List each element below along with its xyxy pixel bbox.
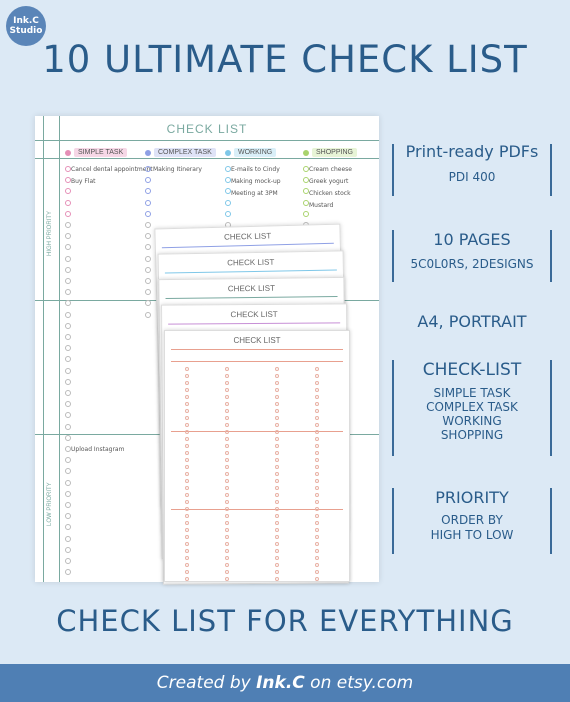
checkbox-circle	[185, 451, 189, 455]
checkbox-circle	[185, 549, 189, 553]
checkbox-circle	[225, 486, 229, 490]
checkbox-circle	[225, 388, 229, 392]
main-title: 10 ULTIMATE CHECK LIST	[42, 38, 528, 81]
info-a4: A4, PORTRAIT	[417, 312, 527, 331]
checkbox-circle	[145, 267, 151, 273]
checkbox-circle	[315, 542, 319, 546]
checkbox-circle	[145, 256, 151, 262]
checkbox-circle	[65, 356, 71, 362]
checkbox-circle	[275, 444, 279, 448]
checkbox-circle	[185, 514, 189, 518]
checkbox-circle	[275, 395, 279, 399]
checkbox-circle	[65, 569, 71, 575]
checkbox-circle	[185, 542, 189, 546]
checkbox-circle	[185, 500, 189, 504]
checkbox-circle	[275, 528, 279, 532]
checkbox-circle	[275, 486, 279, 490]
checkbox-circle	[315, 479, 319, 483]
checkbox-circle	[65, 457, 71, 463]
checkbox-circle	[185, 556, 189, 560]
checkbox-circle	[315, 556, 319, 560]
checkbox-circle	[275, 472, 279, 476]
checkbox-circle	[275, 542, 279, 546]
category-working: WORKING	[225, 148, 276, 157]
circle-icon	[303, 150, 309, 156]
checkbox-circle	[225, 514, 229, 518]
category-simple-task: SIMPLE TASK	[65, 148, 127, 157]
checkbox-circle	[225, 563, 229, 567]
info-pages: 10 PAGES 5C0L0RS, 2DESIGNS	[392, 230, 552, 282]
checkbox-circle	[65, 244, 71, 250]
checkbox-circle	[315, 507, 319, 511]
checkbox-circle	[315, 549, 319, 553]
checkbox-circle	[65, 536, 71, 542]
checkbox-circle	[225, 395, 229, 399]
info-checklist: CHECK-LIST SIMPLE TASK COMPLEX TASK WORKING SHOPPING	[392, 360, 552, 456]
checkbox-circle	[185, 423, 189, 427]
checkbox-circle	[225, 402, 229, 406]
checkbox-circle	[225, 381, 229, 385]
checkbox-circle	[185, 374, 189, 378]
checkbox-circle	[225, 528, 229, 532]
checkbox-circle	[185, 528, 189, 532]
checkbox-circle	[225, 409, 229, 413]
checkbox-circle	[185, 486, 189, 490]
checkbox-circle	[275, 535, 279, 539]
checkbox-circle	[315, 493, 319, 497]
checkbox-circle	[315, 514, 319, 518]
checkbox-circle	[145, 177, 151, 183]
checkbox-circle	[145, 278, 151, 284]
checkbox-circle	[65, 390, 71, 396]
sheet-preview-front	[164, 330, 350, 582]
circle-icon	[225, 150, 231, 156]
checkbox-circle	[315, 528, 319, 532]
checkbox-circle	[315, 402, 319, 406]
checkbox-circle	[65, 446, 71, 452]
checkbox-circle	[275, 458, 279, 462]
sheet-rule	[171, 361, 343, 362]
checkbox-circle	[225, 437, 229, 441]
checkbox-circle	[315, 570, 319, 574]
checkbox-circle	[65, 401, 71, 407]
checkbox-circle	[315, 458, 319, 462]
sheet-title: CHECK LIST	[227, 283, 276, 294]
task-note: Making mock-up	[231, 178, 281, 185]
checkbox-circle	[65, 300, 71, 306]
checkbox-circle	[315, 381, 319, 385]
checkbox-circle	[225, 542, 229, 546]
checkbox-circle	[315, 409, 319, 413]
checkbox-circle	[65, 289, 71, 295]
checkbox-circle	[145, 222, 151, 228]
checkbox-circle	[65, 312, 71, 318]
checkbox-circle	[65, 480, 71, 486]
checkbox-circle	[315, 444, 319, 448]
checkbox-circle	[275, 570, 279, 574]
checkbox-circle	[225, 549, 229, 553]
sheet-title: CHECK LIST	[233, 336, 281, 345]
circle-icon	[145, 150, 151, 156]
planner-title: CHECK LIST	[166, 122, 248, 136]
category-shopping: SHOPPING	[303, 148, 357, 157]
checkbox-circle	[303, 200, 309, 206]
checkbox-circle	[185, 472, 189, 476]
checkbox-circle	[145, 312, 151, 318]
checkbox-circle	[65, 502, 71, 508]
footer-banner	[0, 664, 570, 702]
sheet-rule	[171, 349, 343, 350]
checkbox-circle	[225, 500, 229, 504]
checkbox-circle	[225, 556, 229, 560]
checkbox-circle	[225, 472, 229, 476]
checkbox-circle	[225, 166, 231, 172]
checkbox-circle	[225, 493, 229, 497]
checkbox-circle	[185, 570, 189, 574]
checkbox-circle	[275, 556, 279, 560]
checkbox-circle	[275, 549, 279, 553]
checkbox-circle	[65, 200, 71, 206]
checkbox-circle	[275, 563, 279, 567]
checkbox-circle	[65, 278, 71, 284]
checkbox-circle	[185, 388, 189, 392]
task-note: Meeting at 3PM	[231, 190, 278, 197]
checkbox-circle	[225, 211, 231, 217]
checkbox-circle	[65, 345, 71, 351]
checkbox-circle	[65, 368, 71, 374]
checkbox-circle	[303, 166, 309, 172]
checkbox-circle	[185, 465, 189, 469]
task-note: Greek yogurt	[309, 178, 349, 185]
checkbox-circle	[145, 200, 151, 206]
info-priority: PRIORITY ORDER BY HIGH TO LOW	[392, 488, 552, 554]
checkbox-circle	[275, 402, 279, 406]
checkbox-circle	[225, 451, 229, 455]
checkbox-circle	[65, 558, 71, 564]
checkbox-circle	[185, 521, 189, 525]
checkbox-circle	[303, 211, 309, 217]
checkbox-circle	[315, 465, 319, 469]
checkbox-circle	[225, 577, 229, 581]
checkbox-circle	[65, 524, 71, 530]
checkbox-circle	[225, 444, 229, 448]
checkbox-circle	[275, 500, 279, 504]
checkbox-circle	[65, 435, 71, 441]
checkbox-circle	[185, 493, 189, 497]
footer-pre: Created by	[156, 673, 257, 693]
checkbox-circle	[65, 188, 71, 194]
task-note: Cancel dental appointment	[71, 166, 153, 173]
checkbox-circle	[225, 200, 231, 206]
checkbox-circle	[225, 367, 229, 371]
checkbox-circle	[275, 423, 279, 427]
checkbox-circle	[315, 430, 319, 434]
checkbox-circle	[225, 507, 229, 511]
checkbox-circle	[185, 479, 189, 483]
info-print: Print-ready PDFs PDI 400	[392, 144, 552, 196]
task-note: Mustard	[309, 202, 334, 209]
checkbox-circle	[65, 323, 71, 329]
checkbox-circle	[185, 430, 189, 434]
checkbox-circle	[275, 479, 279, 483]
checkbox-circle	[65, 211, 71, 217]
checkbox-circle	[225, 479, 229, 483]
checkbox-circle	[65, 468, 71, 474]
checkbox-circle	[315, 535, 319, 539]
checkbox-circle	[185, 381, 189, 385]
checkbox-circle	[145, 233, 151, 239]
checkbox-circle	[275, 437, 279, 441]
checkbox-circle	[315, 388, 319, 392]
category-complex-task: COMPLEX TASK	[145, 148, 216, 157]
checkbox-circle	[65, 334, 71, 340]
checkbox-circle	[225, 430, 229, 434]
checkbox-circle	[145, 211, 151, 217]
sheet-rule	[168, 322, 340, 324]
checkbox-circle	[275, 381, 279, 385]
sheet-rule	[162, 243, 334, 249]
checkbox-circle	[315, 416, 319, 420]
checkbox-circle	[275, 514, 279, 518]
checkbox-circle	[185, 507, 189, 511]
checkbox-circle	[315, 437, 319, 441]
checkbox-circle	[315, 500, 319, 504]
checkbox-circle	[315, 395, 319, 399]
row-label-high: HIGH PRIORITY	[47, 210, 53, 256]
checkbox-circle	[315, 374, 319, 378]
checkbox-circle	[65, 222, 71, 228]
checkbox-circle	[315, 563, 319, 567]
checkbox-circle	[65, 256, 71, 262]
checkbox-circle	[275, 430, 279, 434]
checkbox-circle	[185, 563, 189, 567]
checkbox-circle	[185, 395, 189, 399]
task-note: Making Itinerary	[153, 166, 202, 173]
checkbox-circle	[65, 267, 71, 273]
checkbox-circle	[65, 491, 71, 497]
checkbox-circle	[145, 300, 151, 306]
checkbox-circle	[225, 570, 229, 574]
checkbox-circle	[225, 423, 229, 427]
checkbox-circle	[185, 409, 189, 413]
checkbox-circle	[65, 233, 71, 239]
checkbox-circle	[65, 412, 71, 418]
checkbox-circle	[275, 493, 279, 497]
checkbox-circle	[225, 521, 229, 525]
planner-margin-line	[43, 116, 44, 582]
checkbox-circle	[65, 166, 71, 172]
checkbox-circle	[185, 458, 189, 462]
planner-rule	[35, 158, 379, 159]
checkbox-circle	[275, 465, 279, 469]
checkbox-circle	[275, 416, 279, 420]
checkbox-circle	[65, 547, 71, 553]
sheet-title: CHECK LIST	[230, 309, 278, 320]
row-label-low: LOW PRIORITY	[47, 482, 53, 526]
task-note: Upload Instagram	[71, 446, 125, 453]
checkbox-circle	[65, 513, 71, 519]
checkbox-circle	[225, 465, 229, 469]
checkbox-circle	[185, 367, 189, 371]
checkbox-circle	[65, 424, 71, 430]
logo-line2: Studio	[9, 26, 43, 36]
task-note: E-mails to Cindy	[231, 166, 280, 173]
checkbox-circle	[275, 521, 279, 525]
sheet-title: CHECK LIST	[227, 257, 275, 268]
footer-brand: Ink.C	[256, 673, 305, 693]
sheet-title: CHECK LIST	[223, 231, 272, 242]
checkbox-circle	[275, 507, 279, 511]
checkbox-circle	[225, 374, 229, 378]
checkbox-circle	[185, 535, 189, 539]
logo-line1: Ink.C	[13, 16, 39, 26]
checkbox-circle	[275, 451, 279, 455]
checkbox-circle	[275, 374, 279, 378]
checkbox-circle	[185, 577, 189, 581]
sheet-rule	[165, 270, 337, 274]
checkbox-circle	[315, 423, 319, 427]
checkbox-circle	[315, 486, 319, 490]
sheet-rule	[166, 296, 338, 299]
planner-margin-line	[59, 116, 60, 582]
checkbox-circle	[275, 367, 279, 371]
checkbox-circle	[315, 472, 319, 476]
task-note: Buy Flat	[71, 178, 96, 185]
checkbox-circle	[225, 458, 229, 462]
checkbox-circle	[145, 166, 151, 172]
checkbox-circle	[225, 416, 229, 420]
checkbox-circle	[275, 388, 279, 392]
checkbox-circle	[275, 409, 279, 413]
checkbox-circle	[145, 289, 151, 295]
planner-rule	[35, 140, 379, 141]
checkbox-circle	[315, 451, 319, 455]
footer-post: on etsy.com	[304, 673, 414, 693]
checkbox-circle	[145, 188, 151, 194]
checkbox-circle	[275, 577, 279, 581]
checkbox-circle	[185, 416, 189, 420]
checkbox-circle	[185, 402, 189, 406]
checkbox-circle	[65, 379, 71, 385]
checkbox-circle	[145, 244, 151, 250]
checkbox-circle	[315, 521, 319, 525]
checkbox-circle	[185, 444, 189, 448]
checkbox-circle	[315, 367, 319, 371]
checkbox-circle	[185, 437, 189, 441]
checkbox-circle	[315, 577, 319, 581]
task-note: Chicken stock	[309, 190, 351, 197]
task-note: Cream cheese	[309, 166, 352, 173]
checkbox-circle	[225, 535, 229, 539]
circle-icon	[65, 150, 71, 156]
bottom-title: CHECK LIST FOR EVERYTHING	[56, 604, 514, 638]
